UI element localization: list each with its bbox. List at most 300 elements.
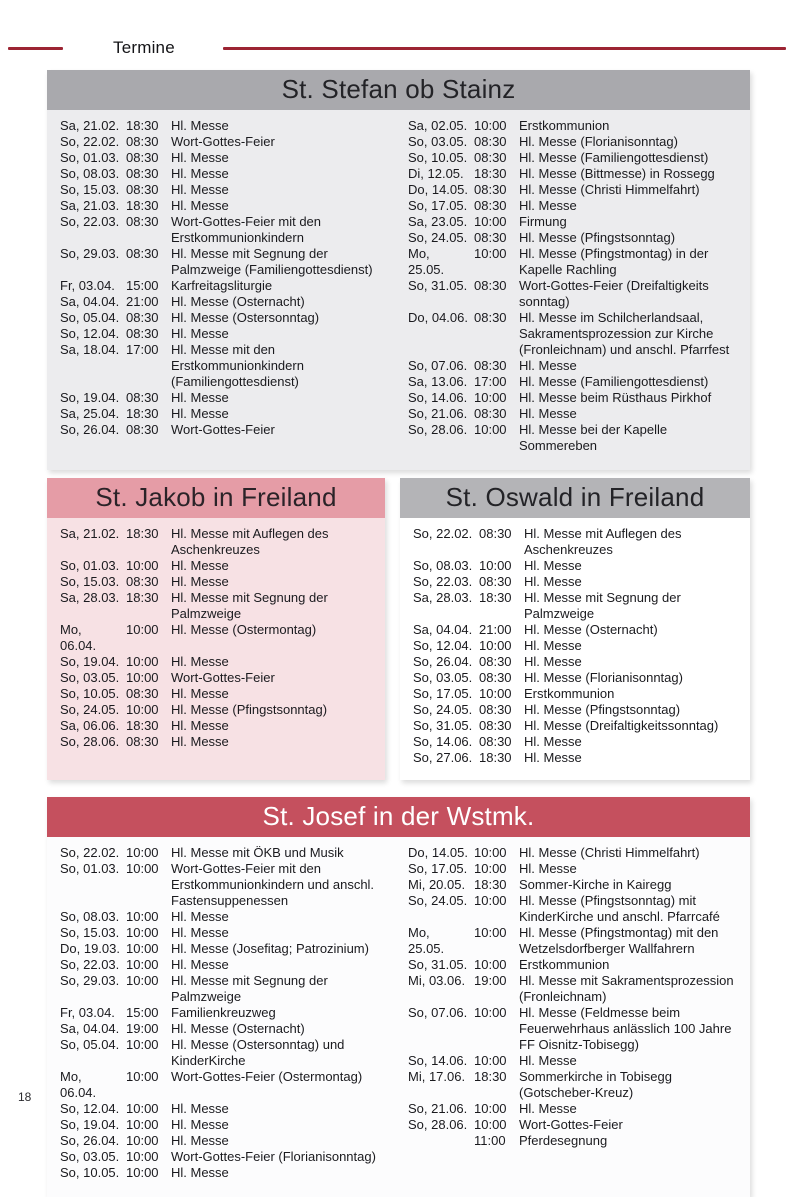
entry-time: 10:00 bbox=[126, 702, 159, 717]
page-number: 18 bbox=[18, 1090, 32, 1104]
section-st-stefan bbox=[47, 70, 750, 470]
entry-time: 10:00 bbox=[126, 925, 159, 940]
entry-date: So, 08.03. bbox=[60, 909, 120, 924]
entry-date: So, 22.02. bbox=[60, 845, 120, 860]
entry-date: Mo, 06.04. bbox=[60, 1069, 97, 1100]
entry-description: Hl. Messe (Familiengottesdienst) bbox=[519, 150, 709, 165]
entry-description: Erstkommunion bbox=[519, 957, 610, 972]
schedule-column bbox=[413, 526, 744, 766]
page-content bbox=[47, 70, 750, 1197]
entry-time: 10:00 bbox=[479, 638, 512, 653]
entry-time: 08:30 bbox=[126, 246, 159, 261]
entry-time: 10:00 bbox=[474, 1005, 507, 1020]
entry-time: 10:00 bbox=[126, 622, 159, 637]
entry-description: Hl. Messe bbox=[519, 406, 577, 421]
entry-time: 18:30 bbox=[126, 526, 159, 541]
entry-time: 17:00 bbox=[126, 342, 159, 357]
entry-description: Hl. Messe bei der Kapelle Sommereben bbox=[519, 422, 668, 453]
entry-time: 10:00 bbox=[474, 390, 507, 405]
schedule-column bbox=[408, 845, 743, 1181]
schedule-entry bbox=[408, 422, 743, 454]
entry-time: 19:00 bbox=[126, 1021, 159, 1036]
entry-description: Hl. Messe mit den Erstkommunionkindern (Familiengottesdienst) bbox=[171, 342, 304, 389]
entry-time: 10:00 bbox=[126, 1117, 159, 1132]
entry-description: Firmung bbox=[519, 214, 567, 229]
entry-date: So, 17.05. bbox=[408, 198, 468, 213]
entry-time: 18:30 bbox=[126, 718, 159, 733]
entry-time: 08:30 bbox=[126, 686, 159, 701]
schedule-entry bbox=[60, 845, 390, 861]
entry-description: Hl. Messe (Ostersonntag) bbox=[171, 310, 320, 325]
entry-date: Mo, 25.05. bbox=[408, 246, 445, 277]
entry-description: Erstkommunion bbox=[524, 686, 615, 701]
entry-description: Hl. Messe bbox=[171, 406, 229, 421]
schedule-entry bbox=[408, 893, 743, 925]
entry-date bbox=[408, 1133, 469, 1149]
page-header bbox=[0, 0, 794, 60]
entry-time: 08:30 bbox=[479, 526, 512, 541]
schedule-entry bbox=[60, 326, 390, 342]
entry-time: 08:30 bbox=[479, 702, 512, 717]
entry-date: So, 03.05. bbox=[60, 1149, 120, 1164]
entry-time: 08:30 bbox=[126, 134, 159, 149]
schedule-entry bbox=[60, 1117, 390, 1133]
entry-description: Hl. Messe (Pfingstsonntag) mit KinderKirche und anschl. Pfarrcafé bbox=[519, 893, 720, 924]
entry-date: Do, 14.05. bbox=[408, 845, 468, 860]
entry-description: Hl. Messe bbox=[519, 861, 577, 876]
entry-description: Hl. Messe bbox=[171, 909, 229, 924]
schedule-entry bbox=[413, 622, 744, 638]
entry-date: So, 26.04. bbox=[60, 1133, 120, 1148]
entry-description: Wort-Gottes-Feier (Ostermontag) bbox=[171, 1069, 363, 1084]
entry-date: So, 28.06. bbox=[408, 422, 468, 437]
entry-date: Mo, 06.04. bbox=[60, 622, 97, 653]
entry-time: 10:00 bbox=[126, 670, 159, 685]
entry-description: Hl. Messe (Osternacht) bbox=[524, 622, 658, 637]
section-title-st-jakob: St. Jakob in Freiland bbox=[47, 478, 385, 518]
entry-time: 08:30 bbox=[479, 654, 512, 669]
entry-description: Pferdesegnung bbox=[519, 1133, 608, 1148]
schedule-entry bbox=[60, 718, 379, 734]
entry-date: Sa, 25.04. bbox=[60, 406, 120, 421]
schedule-entry bbox=[408, 1101, 743, 1117]
entry-date: Sa, 28.03. bbox=[413, 590, 473, 605]
schedule-entry bbox=[408, 358, 743, 374]
entry-date: So, 26.04. bbox=[413, 654, 473, 669]
schedule-entry bbox=[60, 246, 390, 278]
entry-time: 08:30 bbox=[126, 214, 159, 229]
entry-date: So, 10.05. bbox=[60, 1165, 120, 1180]
schedule-entry bbox=[60, 654, 379, 670]
entry-time: 10:00 bbox=[126, 845, 159, 860]
entry-time: 08:30 bbox=[479, 734, 512, 749]
entry-date: Do, 19.03. bbox=[60, 941, 120, 956]
entry-description: Hl. Messe (Osternacht) bbox=[171, 1021, 305, 1036]
schedule-entry bbox=[413, 558, 744, 574]
entry-date: So, 03.05. bbox=[60, 670, 120, 685]
entry-description: Familienkreuzweg bbox=[171, 1005, 276, 1020]
schedule-entry bbox=[60, 134, 390, 150]
entry-time: 18:30 bbox=[474, 166, 507, 181]
entry-date: So, 12.04. bbox=[413, 638, 473, 653]
schedule-entry bbox=[408, 877, 743, 893]
entry-time: 18:30 bbox=[126, 118, 159, 133]
entry-date: So, 14.06. bbox=[413, 734, 473, 749]
entry-time: 08:30 bbox=[474, 358, 507, 373]
entry-time: 08:30 bbox=[126, 150, 159, 165]
entry-description: Hl. Messe (Pfingstsonntag) bbox=[524, 702, 681, 717]
schedule-entry bbox=[60, 406, 390, 422]
schedule-entry bbox=[408, 134, 743, 150]
schedule-entry bbox=[60, 941, 390, 957]
schedule-entry bbox=[60, 574, 379, 590]
entry-description: Hl. Messe (Florianisonntag) bbox=[524, 670, 683, 685]
section-title-st-oswald: St. Oswald in Freiland bbox=[400, 478, 750, 518]
schedule-entry bbox=[408, 845, 743, 861]
entry-time: 08:30 bbox=[474, 134, 507, 149]
entry-date: Sa, 04.04. bbox=[413, 622, 473, 637]
schedule-entry bbox=[60, 909, 390, 925]
entry-time: 10:00 bbox=[126, 1069, 159, 1084]
entry-date: Sa, 18.04. bbox=[60, 342, 120, 357]
section-st-josef bbox=[47, 797, 750, 1197]
schedule-entry bbox=[60, 422, 390, 438]
entry-date: So, 22.02. bbox=[60, 134, 120, 149]
schedule-entry bbox=[60, 1021, 390, 1037]
entry-time: 10:00 bbox=[479, 558, 512, 573]
entry-description: Wort-Gottes-Feier bbox=[171, 134, 275, 149]
entry-description: Sommer-Kirche in Kairegg bbox=[519, 877, 672, 892]
entry-time: 11:00 bbox=[474, 1133, 506, 1148]
entry-date: So, 26.04. bbox=[60, 422, 120, 437]
entry-description: Hl. Messe bbox=[519, 198, 577, 213]
entry-date: So, 01.03. bbox=[60, 150, 120, 165]
entry-time: 10:00 bbox=[126, 861, 159, 876]
entry-description: Hl. Messe bbox=[171, 198, 229, 213]
schedule-entry bbox=[60, 310, 390, 326]
entry-description: Hl. Messe mit ÖKB und Musik bbox=[171, 845, 344, 860]
entry-date: Sa, 21.02. bbox=[60, 526, 120, 541]
entry-description: Hl. Messe bbox=[171, 1101, 229, 1116]
schedule-entry bbox=[408, 390, 743, 406]
entry-time: 18:30 bbox=[474, 877, 507, 892]
entry-description: Hl. Messe mit Segnung der Palmzweige bbox=[171, 973, 328, 1004]
entry-description: Hl. Messe bbox=[519, 1053, 577, 1068]
section-st-jakob bbox=[47, 478, 385, 780]
entry-time: 10:00 bbox=[126, 654, 159, 669]
schedule-entry bbox=[408, 214, 743, 230]
entry-description: Hl. Messe (Bittmesse) in Rossegg bbox=[519, 166, 715, 181]
entry-date: So, 14.06. bbox=[408, 1053, 468, 1068]
entry-time: 08:30 bbox=[479, 670, 512, 685]
entry-time: 18:30 bbox=[479, 590, 512, 605]
entry-time: 19:00 bbox=[474, 973, 507, 988]
entry-description: Hl. Messe bbox=[171, 390, 229, 405]
schedule-entry bbox=[408, 246, 743, 278]
entry-date: Fr, 03.04. bbox=[60, 1005, 115, 1020]
entry-time: 08:30 bbox=[474, 150, 507, 165]
entry-date: So, 24.05. bbox=[60, 702, 120, 717]
schedule-entry bbox=[60, 198, 390, 214]
schedule-column bbox=[60, 845, 390, 1181]
schedule-entry bbox=[408, 310, 743, 358]
entry-date: So, 17.05. bbox=[413, 686, 473, 701]
entry-time: 08:30 bbox=[126, 734, 159, 749]
entry-date: Sa, 06.06. bbox=[60, 718, 120, 733]
entry-date: Sa, 21.02. bbox=[60, 118, 120, 133]
schedule-entry bbox=[60, 1037, 390, 1069]
entry-time: 08:30 bbox=[126, 390, 159, 405]
entry-description: Hl. Messe (Feldmesse beim Feuerwehrhaus anlässlich 100 Jahre FF Oisnitz-Tobisegg) bbox=[519, 1005, 732, 1052]
entry-date: So, 31.05. bbox=[413, 718, 473, 733]
entry-date: So, 05.04. bbox=[60, 1037, 120, 1052]
entry-date: Sa, 23.05. bbox=[408, 214, 468, 229]
entry-date: So, 03.05. bbox=[413, 670, 473, 685]
decorative-rule-right bbox=[223, 47, 786, 50]
entry-description: Wort-Gottes-Feier bbox=[519, 1117, 623, 1132]
entry-time: 10:00 bbox=[126, 957, 159, 972]
entry-description: Hl. Messe bbox=[524, 558, 582, 573]
entry-date: Sa, 21.03. bbox=[60, 198, 120, 213]
entry-description: Hl. Messe (Ostersonntag) und KinderKirche bbox=[171, 1037, 345, 1068]
entry-description: Hl. Messe (Pfingstmontag) mit den Wetzelsdorfberger Wallfahrern bbox=[519, 925, 719, 956]
schedule-entry bbox=[408, 278, 743, 310]
schedule-entry bbox=[60, 150, 390, 166]
entry-date: Di, 12.05. bbox=[408, 166, 464, 181]
entry-date: So, 15.03. bbox=[60, 574, 120, 589]
entry-date: So, 01.03. bbox=[60, 558, 120, 573]
entry-description: Hl. Messe bbox=[171, 558, 229, 573]
schedule-entry bbox=[413, 574, 744, 590]
entry-description: Hl. Messe (Christi Himmelfahrt) bbox=[519, 182, 700, 197]
entry-time: 10:00 bbox=[474, 861, 507, 876]
entry-time: 08:30 bbox=[479, 718, 512, 733]
schedule-entry bbox=[408, 406, 743, 422]
entry-date: So, 19.04. bbox=[60, 1117, 120, 1132]
entry-description: Hl. Messe bbox=[524, 638, 582, 653]
section-title-st-stefan: St. Stefan ob Stainz bbox=[47, 70, 750, 110]
schedule-entry bbox=[60, 734, 379, 750]
schedule-entry bbox=[408, 1005, 743, 1053]
schedule-entry bbox=[413, 702, 744, 718]
entry-time: 08:30 bbox=[474, 198, 507, 213]
entry-description: Hl. Messe bbox=[171, 925, 229, 940]
schedule-entry bbox=[60, 278, 390, 294]
entry-date: So, 03.05. bbox=[408, 134, 468, 149]
entry-time: 10:00 bbox=[474, 845, 507, 860]
entry-time: 08:30 bbox=[126, 166, 159, 181]
schedule-entry bbox=[60, 166, 390, 182]
entry-time: 10:00 bbox=[126, 1149, 159, 1164]
schedule-entry bbox=[408, 166, 743, 182]
entry-description: Hl. Messe mit Auflegen des Aschenkreuzes bbox=[524, 526, 682, 557]
entry-date: So, 24.05. bbox=[408, 230, 468, 245]
entry-time: 17:00 bbox=[474, 374, 507, 389]
entry-description: Hl. Messe bbox=[171, 957, 229, 972]
entry-description: Wort-Gottes-Feier mit den Erstkommunionkindern und anschl. Fastensuppenessen bbox=[171, 861, 375, 908]
middle-row bbox=[47, 478, 750, 780]
schedule-entry bbox=[60, 558, 379, 574]
schedule-entry bbox=[408, 1133, 743, 1149]
entry-date: So, 14.06. bbox=[408, 390, 468, 405]
entry-date: So, 27.06. bbox=[413, 750, 473, 765]
entry-time: 08:30 bbox=[126, 326, 159, 341]
entry-description: Hl. Messe (Pfingstsonntag) bbox=[171, 702, 328, 717]
entry-time: 10:00 bbox=[126, 909, 159, 924]
entry-date: Mi, 17.06. bbox=[408, 1069, 466, 1084]
schedule-entry bbox=[60, 670, 379, 686]
entry-description: Hl. Messe bbox=[171, 574, 229, 589]
entry-date: Do, 04.06. bbox=[408, 310, 468, 325]
entry-time: 08:30 bbox=[479, 574, 512, 589]
entry-time: 10:00 bbox=[126, 973, 159, 988]
entry-description: Hl. Messe (Pfingstsonntag) bbox=[519, 230, 676, 245]
entry-description: Hl. Messe mit Sakramentsprozession (Fronleichnam) bbox=[519, 973, 734, 1004]
entry-time: 08:30 bbox=[474, 182, 507, 197]
entry-description: Hl. Messe bbox=[171, 1117, 229, 1132]
schedule-entry bbox=[413, 670, 744, 686]
entry-time: 10:00 bbox=[474, 893, 507, 908]
entry-description: Wort-Gottes-Feier bbox=[171, 422, 275, 437]
page-title: Termine bbox=[113, 38, 175, 57]
entry-date: So, 01.03. bbox=[60, 861, 120, 876]
schedule-entry bbox=[60, 118, 390, 134]
schedule-entry bbox=[60, 1005, 390, 1021]
decorative-rule-left bbox=[8, 47, 63, 50]
entry-date: So, 15.03. bbox=[60, 182, 120, 197]
entry-date: Do, 14.05. bbox=[408, 182, 468, 197]
schedule-st-oswald bbox=[400, 518, 750, 780]
schedule-entry bbox=[408, 1117, 743, 1133]
section-st-oswald bbox=[400, 478, 750, 780]
schedule-entry bbox=[413, 686, 744, 702]
entry-time: 08:30 bbox=[126, 310, 159, 325]
entry-description: Wort-Gottes-Feier (Dreifaltigkeits sonntag) bbox=[519, 278, 709, 309]
entry-date: So, 19.04. bbox=[60, 654, 120, 669]
schedule-entry bbox=[408, 230, 743, 246]
entry-time: 18:30 bbox=[126, 198, 159, 213]
entry-description: Hl. Messe bbox=[171, 166, 229, 181]
entry-date: Mi, 03.06. bbox=[408, 973, 466, 988]
entry-description: Hl. Messe (Dreifaltigkeitssonntag) bbox=[524, 718, 719, 733]
schedule-entry bbox=[408, 925, 743, 957]
schedule-entry bbox=[60, 702, 379, 718]
entry-date: So, 22.02. bbox=[413, 526, 473, 541]
schedule-entry bbox=[60, 957, 390, 973]
entry-time: 15:00 bbox=[126, 278, 159, 293]
entry-description: Hl. Messe (Familiengottesdienst) bbox=[519, 374, 709, 389]
entry-time: 18:30 bbox=[474, 1069, 507, 1084]
schedule-column bbox=[408, 118, 743, 454]
entry-description: Hl. Messe bbox=[519, 358, 577, 373]
schedule-entry bbox=[408, 182, 743, 198]
entry-date: So, 24.05. bbox=[408, 893, 468, 908]
schedule-entry bbox=[60, 590, 379, 622]
schedule-entry bbox=[60, 861, 390, 909]
entry-description: Hl. Messe beim Rüsthaus Pirkhof bbox=[519, 390, 712, 405]
schedule-entry bbox=[408, 861, 743, 877]
entry-date: So, 29.03. bbox=[60, 973, 120, 988]
entry-description: Hl. Messe bbox=[171, 654, 229, 669]
entry-description: Hl. Messe mit Segnung der Palmzweige (Familiengottesdienst) bbox=[171, 246, 373, 277]
entry-description: Hl. Messe (Florianisonntag) bbox=[519, 134, 678, 149]
entry-time: 10:00 bbox=[474, 957, 507, 972]
entry-date: Mi, 20.05. bbox=[408, 877, 466, 892]
schedule-entry bbox=[408, 150, 743, 166]
entry-time: 18:30 bbox=[126, 406, 159, 421]
entry-description: Hl. Messe bbox=[171, 686, 229, 701]
schedule-entry bbox=[60, 1133, 390, 1149]
entry-description: Hl. Messe mit Segnung der Palmzweige bbox=[524, 590, 681, 621]
entry-description: Hl. Messe (Osternacht) bbox=[171, 294, 305, 309]
entry-time: 10:00 bbox=[474, 1101, 507, 1116]
entry-date: So, 22.03. bbox=[60, 957, 120, 972]
entry-time: 21:00 bbox=[479, 622, 512, 637]
entry-description: Hl. Messe (Pfingstmontag) in der Kapelle Rachling bbox=[519, 246, 709, 277]
schedule-column bbox=[60, 118, 390, 454]
schedule-entry bbox=[408, 118, 743, 134]
schedule-entry bbox=[60, 526, 379, 558]
entry-time: 10:00 bbox=[479, 686, 512, 701]
schedule-entry bbox=[60, 1149, 390, 1165]
schedule-entry bbox=[408, 198, 743, 214]
entry-date: So, 21.06. bbox=[408, 406, 468, 421]
entry-date: So, 07.06. bbox=[408, 358, 468, 373]
schedule-st-stefan bbox=[47, 110, 750, 470]
entry-date: So, 10.05. bbox=[60, 686, 120, 701]
entry-description: Karfreitagsliturgie bbox=[171, 278, 273, 293]
entry-description: Wort-Gottes-Feier bbox=[171, 670, 275, 685]
schedule-entry bbox=[60, 182, 390, 198]
entry-description: Hl. Messe bbox=[171, 1165, 229, 1180]
schedule-entry bbox=[60, 342, 390, 390]
entry-description: Hl. Messe (Christi Himmelfahrt) bbox=[519, 845, 700, 860]
schedule-entry bbox=[60, 1069, 390, 1101]
schedule-entry bbox=[413, 718, 744, 734]
entry-time: 10:00 bbox=[474, 1053, 507, 1068]
entry-description: Hl. Messe mit Auflegen des Aschenkreuzes bbox=[171, 526, 329, 557]
schedule-entry bbox=[413, 654, 744, 670]
schedule-entry bbox=[408, 1069, 743, 1101]
entry-time: 08:30 bbox=[126, 422, 159, 437]
entry-date: So, 22.03. bbox=[60, 214, 120, 229]
entry-date: So, 21.06. bbox=[408, 1101, 468, 1116]
entry-date: So, 10.05. bbox=[408, 150, 468, 165]
schedule-entry bbox=[60, 1101, 390, 1117]
schedule-entry bbox=[60, 390, 390, 406]
schedule-entry bbox=[408, 1053, 743, 1069]
schedule-st-josef bbox=[47, 837, 750, 1197]
entry-date: Sa, 13.06. bbox=[408, 374, 468, 389]
entry-time: 10:00 bbox=[126, 1037, 159, 1052]
entry-description: Hl. Messe bbox=[524, 574, 582, 589]
entry-time: 10:00 bbox=[474, 214, 507, 229]
entry-date: So, 28.06. bbox=[60, 734, 120, 749]
entry-date: So, 08.03. bbox=[413, 558, 473, 573]
schedule-entry bbox=[408, 374, 743, 390]
entry-time: 10:00 bbox=[474, 118, 507, 133]
entry-description: Hl. Messe bbox=[171, 326, 229, 341]
entry-description: Wort-Gottes-Feier (Florianisonntag) bbox=[171, 1149, 376, 1164]
entry-date: Sa, 02.05. bbox=[408, 118, 468, 133]
entry-description: Hl. Messe bbox=[171, 1133, 229, 1148]
entry-date: So, 24.05. bbox=[413, 702, 473, 717]
entry-description: Hl. Messe bbox=[524, 654, 582, 669]
schedule-entry bbox=[413, 526, 744, 558]
entry-time: 10:00 bbox=[474, 422, 507, 437]
schedule-entry bbox=[408, 957, 743, 973]
entry-date: So, 07.06. bbox=[408, 1005, 468, 1020]
